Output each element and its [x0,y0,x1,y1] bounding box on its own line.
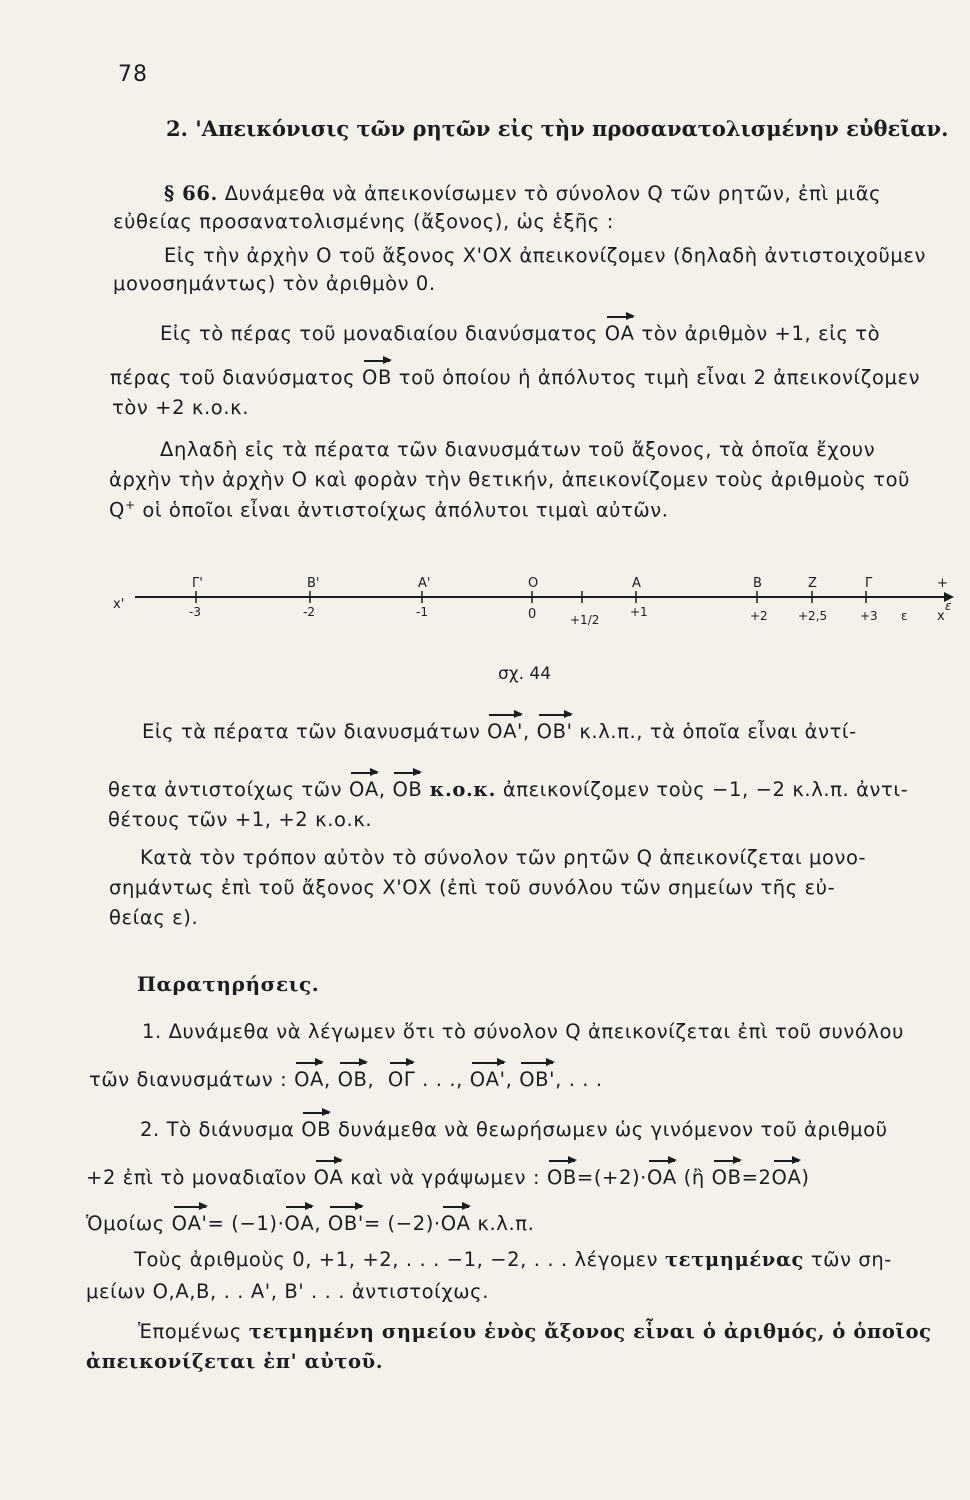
value-zero: 0 [528,607,537,622]
vector-ob: ΟΒ [392,778,423,801]
remark-1-line-1: 1. Δυνάμεθα νὰ λέγωμεν ὅτι τὸ σύνολον Q ἀπεικονίζεται ἐπὶ τοῦ συνόλου [142,1020,904,1043]
p1-line-10: Q+ οἱ ὁποῖοι εἶναι ἀντιστοίχως ἀπόλυτοι τιμαὶ αὐτῶν. [109,498,669,522]
x-label: x [937,609,945,624]
x-prime-label: x' [113,597,125,612]
vector-oa: ΟΑ [348,778,379,801]
point-gamma: Γ [865,576,873,591]
page-number: 78 [118,62,148,87]
number-axis-figure [0,570,970,660]
plus-direction: + [937,576,948,591]
point-beta: Β [753,576,762,591]
p1-line-7: τὸν +2 κ.ο.κ. [112,396,250,419]
point-origin: Ο [528,576,539,591]
epsilon-label-mid: ε [901,609,908,623]
p2-line-1: Εἰς τὰ πέρατα τῶν διανυσμάτων ΟΑ', ΟΒ' κ.λ.π., τὰ ὁποῖα εἶναι ἀντί- [142,720,857,743]
epsilon-label-end: ε [945,599,952,613]
remark-2-line-5: μείων Ο,Α,Β, . . Α', Β' . . . ἀντιστοίχως. [86,1280,489,1303]
p2-line-5: σημάντως ἐπὶ τοῦ ἄξονος Χ'ΟΧ (ἐπὶ τοῦ συνόλου τῶν σημείων τῆς εὐ- [109,876,836,899]
value-plus-1: +1 [630,605,648,619]
point-beta-prime: Β' [307,576,320,591]
vector-ob: ΟΒ [362,366,392,389]
vector-oa: ΟΑ [604,322,635,345]
value-minus-1: -1 [416,605,428,619]
p1-line-4: μονοσημάντως) τὸν ἀριθμὸν 0. [113,272,436,295]
p1-line-5: Εἰς τὸ πέρας τοῦ μοναδιαίου διανύσματος ΟΑ τὸν ἀριθμὸν +1, εἰς τὸ [160,322,881,345]
p2-line-3: θέτους τῶν +1, +2 κ.ο.κ. [108,808,373,831]
remark-2-line-4: Τοὺς ἀριθμοὺς 0, +1, +2, . . . −1, −2, . . . λέγομεν τετμημένας τῶν ση- [134,1248,892,1271]
remark-2-line-3: Ὁμοίως ΟΑ'= (−1)·ΟΑ, ΟΒ'= (−2)·ΟΑ κ.λ.π. [86,1212,535,1235]
value-minus-3: -3 [189,605,201,619]
point-alpha: Α [632,576,641,591]
vector-ob-prime: ΟΒ' [536,720,573,743]
p1-line-3: Εἰς τὴν ἀρχὴν Ο τοῦ ἄξονος Χ'ΟΧ ἀπεικονίζομεν (δηλαδὴ ἀντιστοιχοῦμεν [164,244,926,267]
section-title: 2. 'Απεικόνισις τῶν ρητῶν εἰς τὴν προσανατολισμένην εὐθεῖαν. [166,116,949,141]
point-gamma-prime: Γ' [192,576,203,591]
p2-line-2: θετα ἀντιστοίχως τῶν ΟΑ, ΟΒ κ.ο.κ. ἀπεικονίζομεν τοὺς −1, −2 κ.λ.π. ἀντι- [108,778,909,801]
value-minus-2: -2 [303,605,315,619]
value-plus-2-5: +2,5 [798,609,828,623]
value-plus-3: +3 [860,609,878,623]
p1-line-1: § 66. Δυνάμεθα νὰ ἀπεικονίσωμεν τὸ σύνολον Q τῶν ρητῶν, ἐπὶ μιᾶς [164,182,882,205]
p1-line-8: Δηλαδὴ εἰς τὰ πέρατα τῶν διανυσμάτων τοῦ ἄξονος, τὰ ὁποῖα ἔχουν [160,438,876,461]
figure-caption: σχ. 44 [498,664,552,684]
point-alpha-prime: Α' [418,576,431,591]
p2-line-6: θείας ε). [109,906,199,929]
vector-oa-prime: ΟΑ' [487,720,524,743]
remark-2-line-2: +2 ἐπὶ τὸ μοναδιαῖον ΟΑ καὶ νὰ γράψωμεν : ΟΒ=(+2)·ΟΑ (ἢ ΟΒ=2ΟΑ) [86,1166,810,1189]
p1-line-2: εὐθείας προσανατολισμένης (ἄξονος), ὡς ἑξῆς : [113,210,614,233]
remark-1-line-2: τῶν διανυσμάτων : ΟΑ, ΟΒ, ΟΓ . . ., ΟΑ', ΟΒ', . . . [89,1068,603,1091]
p1-line-9: ἀρχὴν τὴν ἀρχὴν Ο καὶ φορὰν τὴν θετικήν, ἀπεικονίζομεν τοὺς ἀριθμοὺς τοῦ [109,468,911,491]
remark-2-line-1: 2. Τὸ διάνυσμα ΟΒ δυνάμεθα νὰ θεωρήσωμεν ὡς γινόμενον τοῦ ἀριθμοῦ [140,1118,888,1141]
paragraph-number: § 66. [164,182,218,205]
remarks-heading: Παρατηρήσεις. [137,972,320,996]
remark-2-line-6: Ἑπομένως τετμημένη σημείου ἑνὸς ἄξονος εἶναι ὁ ἀριθμός, ὁ ὁποῖος [138,1320,932,1343]
value-half: +1/2 [570,613,600,627]
p2-line-4: Κατὰ τὸν τρόπον αὐτὸν τὸ σύνολον τῶν ρητῶν Q ἀπεικονίζεται μονο- [140,846,867,869]
p1-line-6: πέρας τοῦ διανύσματος ΟΒ τοῦ ὁποίου ἡ ἀπόλυτος τιμὴ εἶναι 2 ἀπεικονίζομεν [110,366,921,389]
point-zeta: Ζ [808,576,817,591]
value-plus-2: +2 [750,609,768,623]
remark-2-line-7: ἀπεικονίζεται ἐπ' αὐτοῦ. [86,1350,384,1373]
